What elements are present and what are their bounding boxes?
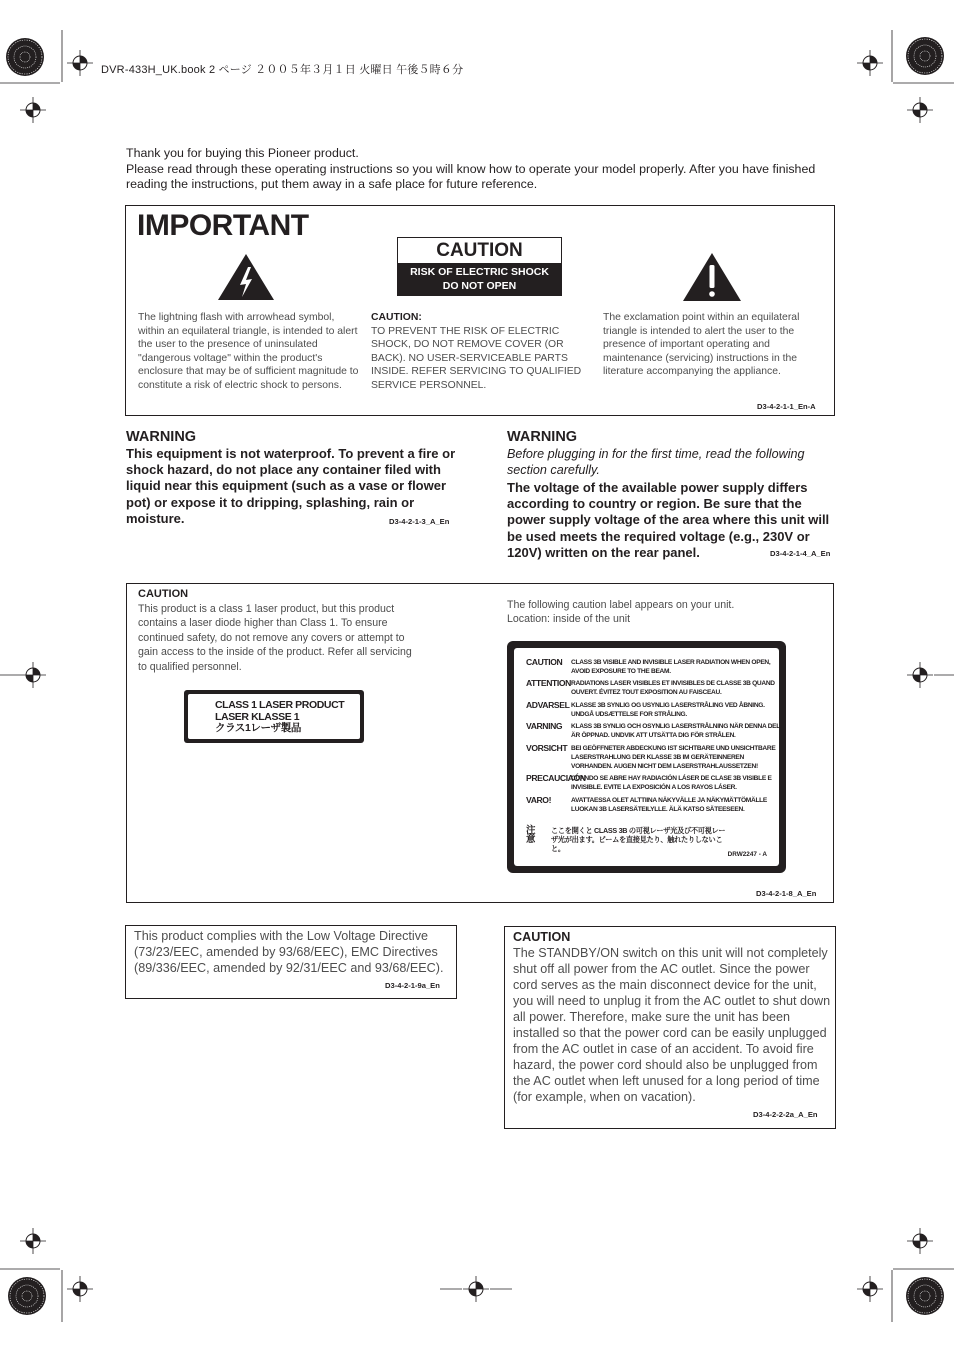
standby-caution-text: The STANDBY/ON switch on this unit will not completely shut off all power from the AC outlet. Since the power cord serves as the main disconnect device for the unit, you will need to unplug it from the AC outlet to shut down all power. Therefore, make sure the unit has been installed so that the power cord can be easily unplugged from the AC outlet in case of an accident. To avoid fire hazard, the power cord should also be unplugged from the AC outlet when left unused for a long period of time (for example, when on vacation). (513, 946, 831, 1104)
starburst-mark (8, 1277, 46, 1315)
voltage-warning: The voltage of the available power supply differs according to country or region. Be sure that the power supply voltage of the area where this unit will be used meets the required voltage (e.g., 230V or 120V) written on the rear panel. (507, 480, 830, 560)
shock-caution-text (371, 311, 593, 393)
label-row-key: ATTENTION (526, 678, 571, 688)
caution-label-line-2: DO NOT OPEN (442, 280, 517, 292)
important-title: IMPORTANT (137, 209, 309, 242)
caution-label-subtext (398, 263, 561, 295)
caution-shock-label (397, 237, 562, 296)
lightning-triangle-icon (216, 252, 276, 302)
class-label-line-2: LASER KLASSE 1 (215, 710, 300, 723)
label-row-key: VORSICHT (526, 743, 568, 753)
laser-caution-text: This product is a class 1 laser product, but this product contains a laser diode higher than Class 1. To ensure continued safety, do not remove any covers or attempt to gain access to the inside of the product. Refer all servicing to qualified personnel. (138, 603, 412, 673)
starburst-mark (6, 38, 44, 76)
label-row-key: 注意 (526, 825, 536, 846)
label-row-text: ここを開くと CLASS 3B の可視レーザ光及び不可視レーザ光が出ます。ビームを直接見たり、触れたりしないこと。 (551, 826, 726, 854)
label-row-key: VARO! (526, 795, 552, 805)
doc-code: D3-4-2-1-3_A_En (389, 517, 450, 526)
doc-code: D3-4-2-1-8_A_En (756, 889, 817, 898)
warning-heading: WARNING (507, 429, 578, 445)
caution-label-line-1: RISK OF ELECTRIC SHOCK (410, 266, 549, 278)
label-row-key: ADVARSEL (526, 700, 570, 710)
shock-caution-heading: CAUTION: (371, 312, 422, 323)
low-voltage-text: This product complies with the Low Voltage Directive (73/23/EEC, amended by 93/68/EEC), EMC Directives (89/336/EEC, amended by 92/31/EEC and 93/68/EEC). (134, 929, 444, 975)
intro-text (126, 146, 838, 193)
caution-label-heading: CAUTION (398, 238, 561, 263)
crosshair-mark (20, 662, 46, 688)
doc-code: D3-4-2-2-2a_A_En (753, 1110, 818, 1119)
label-row-text: BEI GEÖFFNETER ABDECKUNG IST SICHTBARE UND UNSICHTBARE LASERSTRAHLUNG DER KLASSE 3B IM GERÄTEINNEREN VORHANDEN. AUGEN NICHT DEM LASERSTRAHLAUSSETZEN! (571, 745, 776, 771)
label-row-text: KLASSE 3B SYNLIG OG USYNLIG LASERSTRÅLING VED ÅBNING. UNDGÅ UDSÆTTELSE FOR STRÅLING. (571, 702, 765, 719)
warning-heading: WARNING (126, 429, 197, 445)
doc-code: D3-4-2-1-9a_En (385, 981, 440, 990)
class1-laser-label (184, 690, 364, 743)
class-label-line-1: CLASS 1 LASER PRODUCT (215, 699, 345, 711)
warning-intro: Before plugging in for the first time, read the following section carefully. (507, 447, 805, 477)
crosshair-mark (463, 1276, 489, 1302)
crosshair-mark (20, 97, 46, 123)
print-header: DVR-433H_UK.book 2 ページ ２００５年３月１日 火曜日 午後５時６分 (101, 64, 464, 76)
crosshair-mark (20, 1228, 46, 1254)
label-row-key: VARNING (526, 721, 563, 731)
waterproof-warning: This equipment is not waterproof. To prevent a fire or shock hazard, do not place any container filed with liquid near this equipment (such as a vase or flower pot) or expose it to dripping, splashing, rain or moisture. (126, 446, 456, 526)
doc-code: D3-4-2-1-1_En-A (757, 402, 816, 411)
crosshair-mark (857, 1276, 883, 1302)
crosshair-mark (907, 1228, 933, 1254)
crosshair-mark (67, 50, 93, 76)
label-row-key: CAUTION (526, 657, 563, 667)
exclamation-triangle-icon (681, 251, 743, 303)
label-intro (507, 598, 807, 626)
intro-line-2: Please read through these operating instructions so you will know how to operate your model properly. After you have finished reading the instructions, put them away in a safe place for future reference. (126, 161, 816, 192)
label-row-text: AVATTAESSA OLET ALTTIINA NÄKYVÄLLE JA NÄKYMÄTTÖMÄLLE LUOKAN 3B LASERSÄTEILYLLE. ÄLÄ KATSO SÄTEESEEN. (571, 797, 767, 814)
label-code: DRW2247 - A (727, 851, 767, 858)
starburst-mark (906, 37, 944, 75)
crosshair-mark (907, 662, 933, 688)
crosshair-mark (67, 1276, 93, 1302)
standby-caution-heading: CAUTION (513, 930, 571, 944)
crosshair-mark (857, 50, 883, 76)
intro-line-1: Thank you for buying this Pioneer product. (126, 146, 359, 160)
label-row-text: CUANDO SE ABRE HAY RADIACIÓN LÁSER DE CLASE 3B VISIBLE E INVISIBLE. EVITE LA EXPOSICIÓN A LOS RAYOS LÁSER. (571, 775, 772, 792)
label-intro-line: The following caution label appears on your unit. (507, 599, 735, 611)
laser-caution-heading: CAUTION (138, 588, 189, 600)
shock-caution-body: TO PREVENT THE RISK OF ELECTRIC SHOCK, DO NOT REMOVE COVER (OR BACK). NO USER-SERVICEABLE PARTS INSIDE. REFER SERVICING TO QUALIFIED SERVICE PERSONNEL. (371, 325, 582, 391)
label-row-text: CLASS 3B VISIBLE AND INVISIBLE LASER RADIATION WHEN OPEN, AVOID EXPOSURE TO THE BEAM. (571, 659, 771, 676)
label-row-text: KLASS 3B SYNLIG OCH OSYNLIG LASERSTRÅLNING NÄR DENNA DEL ÄR ÖPPNAD. UNDVIK ATT UTSÄTTA DIG FÖR STRÅLEN. (571, 723, 780, 740)
lightning-explanation: The lightning flash with arrowhead symbol, within an equilateral triangle, is intended to alert the user to the presence of uninsulated "dangerous voltage" within the product's enclosure that may be of sufficient magnitude to constitute a risk of electric shock to persons. (138, 312, 359, 391)
label-location: Location: inside of the unit (507, 613, 631, 625)
starburst-mark (906, 1277, 944, 1315)
class-label-line-3: クラス1レーザ製品 (215, 722, 301, 734)
doc-code: D3-4-2-1-4_A_En (770, 549, 831, 558)
crosshair-mark (907, 97, 933, 123)
label-row-key: PRECAUCIAÓN (526, 773, 586, 783)
laser-warning-label (507, 641, 786, 873)
exclamation-explanation: The exclamation point within an equilateral triangle is intended to alert the user to the presence of important operating and maintenance (servicing) instructions in the literature accompanying the appliance. (603, 312, 800, 378)
label-row-text: RADIATIONS LASER VISIBLES ET INVISIBLES DE CLASSE 3B QUAND OUVERT. ÉVITEZ TOUT EXPOSITION AU FAISCEAU. (571, 680, 775, 697)
